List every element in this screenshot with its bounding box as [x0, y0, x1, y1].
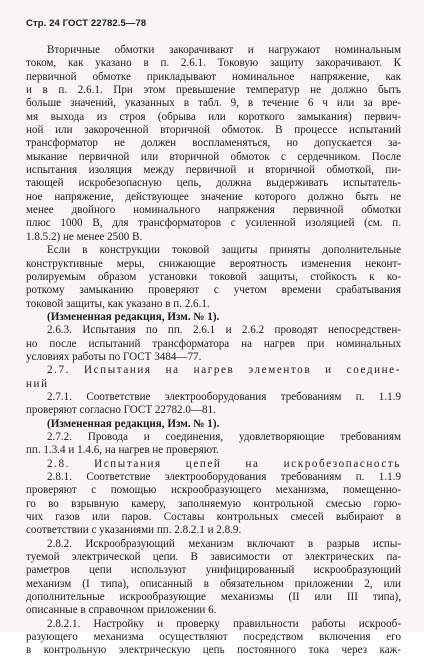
text-line: в контрольную электрическую цепь постоянного тока через каж-: [26, 644, 401, 657]
text-line: мыкание первичной или вторичной обмоток с сердечником. После: [26, 150, 401, 163]
text-line: менее двойного номинального напряжения первичной обмотки: [26, 204, 401, 217]
text-line: 2.8. Испытания цепей на искробезопасность: [47, 457, 401, 470]
document-body: [26, 44, 401, 658]
text-line: Вторичные обмотки закорачивают и нагружают номинальным: [47, 44, 401, 56]
text-line: мя выхода из строя (обрыва или короткого замыкания) первич-: [26, 110, 401, 123]
text-line: разующего механизма осуществляют посредством включения его: [26, 631, 401, 644]
text-line: го во взрывную камеру, заполняемую контрольной смесью горю-: [26, 497, 401, 510]
text-line: описанные в справочном приложении 6.: [26, 604, 217, 617]
text-line: (Измененная редакция, Изм. № 1).: [47, 417, 220, 430]
text-line: 2.6.3. Испытания по пп. 2.6.1 и 2.6.2 проводят непосредствен-: [47, 324, 401, 337]
text-line: но после испытаний трансформатора на нагрев при номинальных: [26, 337, 401, 350]
text-line: дополнительные искрообразующие механизмы (II или III типа),: [26, 591, 401, 604]
text-line: ной или закороченной вторичной обмоток. В процессе испытаний: [26, 124, 401, 137]
text-line: раметров цепи используют унифицированный искрообразующий: [26, 564, 401, 577]
text-line: плюс 1000 В, для трансформаторов с усиленной изоляцией (см. п.: [26, 217, 401, 230]
text-line: пп. 1.3.4 и 1.4.6, на нагрев не проверяют.: [26, 444, 219, 457]
text-line: тающей искробезопасную цепь, должна выдерживать испытатель-: [26, 177, 401, 190]
text-line: (Измененная редакция, Изм. № 1).: [47, 310, 220, 323]
text-line: туемой электрической цепи. В зависимости от электрических па-: [26, 551, 401, 564]
text-line: первичной обмотке прикладывают номинальное напряжение, как: [26, 70, 401, 83]
text-line: чих газов или паров. Составы контрольных смесей выбирают в: [26, 511, 401, 524]
text-line: 2.8.1. Соответствие электрооборудования требованиям п. 1.1.9: [47, 471, 401, 483]
text-line: током, как указано в п. 2.6.1. Токовую защиту закорачивают. К: [26, 57, 401, 70]
text-line: 2.8.2. Искрообразующий механизм включают в разрыв испы-: [47, 537, 401, 550]
text-line: проверяют согласно ГОСТ 22782.0—81.: [26, 404, 216, 417]
text-line: токовой защиты, как указано в п. 2.6.1.: [26, 297, 210, 310]
text-line: и в п. 2.6.1. При этом превышение температур не должно быть: [26, 84, 401, 97]
text-line: проверяют с помощью искрообразующего механизма, помещенно-: [26, 484, 401, 497]
text-line: трансформатор не должен воспламеняться, но допускается за-: [26, 137, 401, 150]
text-line: 2.7.2. Провода и соединения, удовлетворяющие требованиям: [47, 430, 401, 443]
page-header: Стр. 24 ГОСТ 22782.5—78: [26, 18, 147, 29]
text-line: 2.7. Испытания на нагрев элементов и соедине-: [47, 364, 401, 377]
text-line: соответствии с указаниями пп. 2.8.2.1 и 2.8.9.: [26, 524, 242, 537]
text-line: 1.8.5.2) не менее 2500 В.: [26, 230, 143, 243]
text-line: 2.8.2.1. Настройку и проверку правильности работы искрооб-: [47, 617, 401, 630]
text-line: больше значений, указанных в табл. 9, в течение 6 ч или за вре-: [26, 97, 401, 110]
text-line: конструктивные меры, снижающие вероятность изменения неконт-: [26, 257, 401, 270]
text-line: 2.7.1. Соответствие электрооборудования требованиям п. 1.1.9: [47, 390, 401, 403]
text-line: Если в конструкции токовой защиты приняты дополнительные: [47, 244, 401, 257]
text-line: ное напряжение, действующее значение которого должно быть не: [26, 190, 401, 203]
text-line: механизм (I типа), описанный в обязательном приложении 2, или: [26, 577, 401, 590]
text-line: условиях работы по ГОСТ 3484—77.: [26, 350, 202, 363]
text-line: ролируемым образом установки токовой защиты, стойкость к ко-: [26, 270, 401, 283]
text-line: испытания изоляция между первичной и вторичной обмоткой, пи-: [26, 164, 401, 177]
text-line: роткому замыканию проверяют с учетом времени срабатывания: [26, 284, 401, 297]
text-line: ний: [26, 377, 49, 390]
